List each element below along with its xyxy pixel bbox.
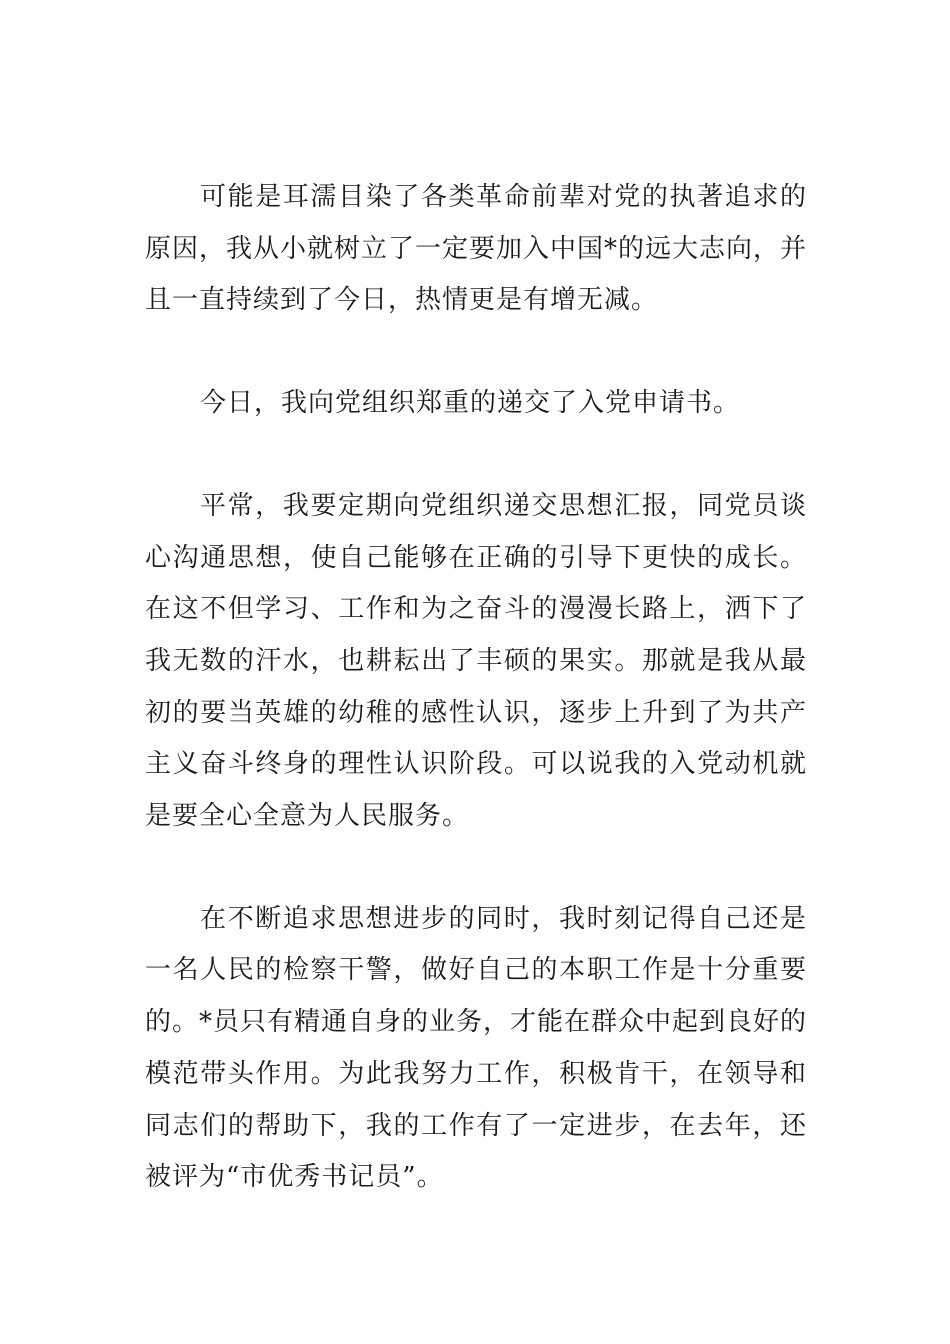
paragraph-3: 平常，我要定期向党组织递交思想汇报，同党员谈心沟通思想，使自己能够在正确的引导下更快的成长。在这不但学习、工作和为之奋斗的漫漫长路上，洒下了我无数的汗水，也耕耘出了丰硕的果实。那就是我从最初的要当英雄的幼稚的感性认识，逐步上升到了为共产主义奋斗终身的理性认识阶段。可以说我的入党动机就是要全心全意为人民服务。 (145, 490, 807, 832)
paragraph-4: 在不断追求思想进步的同时，我时刻记得自己还是一名人民的检察干警，做好自己的本职工作是十分重要的。*员只有精通自身的业务，才能在群众中起到良好的模范带头作用。为此我努力工作，积极肯干，在领导和同志们的帮助下，我的工作有了一定进步，在去年，还被评为“市优秀书记员”。 (145, 903, 808, 1193)
paragraph-1: 可能是耳濡目染了各类革命前辈对党的执著追求的原因，我从小就树立了一定要加入中国*的远大志向，并且一直持续到了今日，热情更是有增无减。 (145, 182, 808, 316)
document-body (145, 172, 807, 1204)
paragraph-2: 今日，我向党组织郑重的递交了入党申请书。 (200, 388, 741, 419)
